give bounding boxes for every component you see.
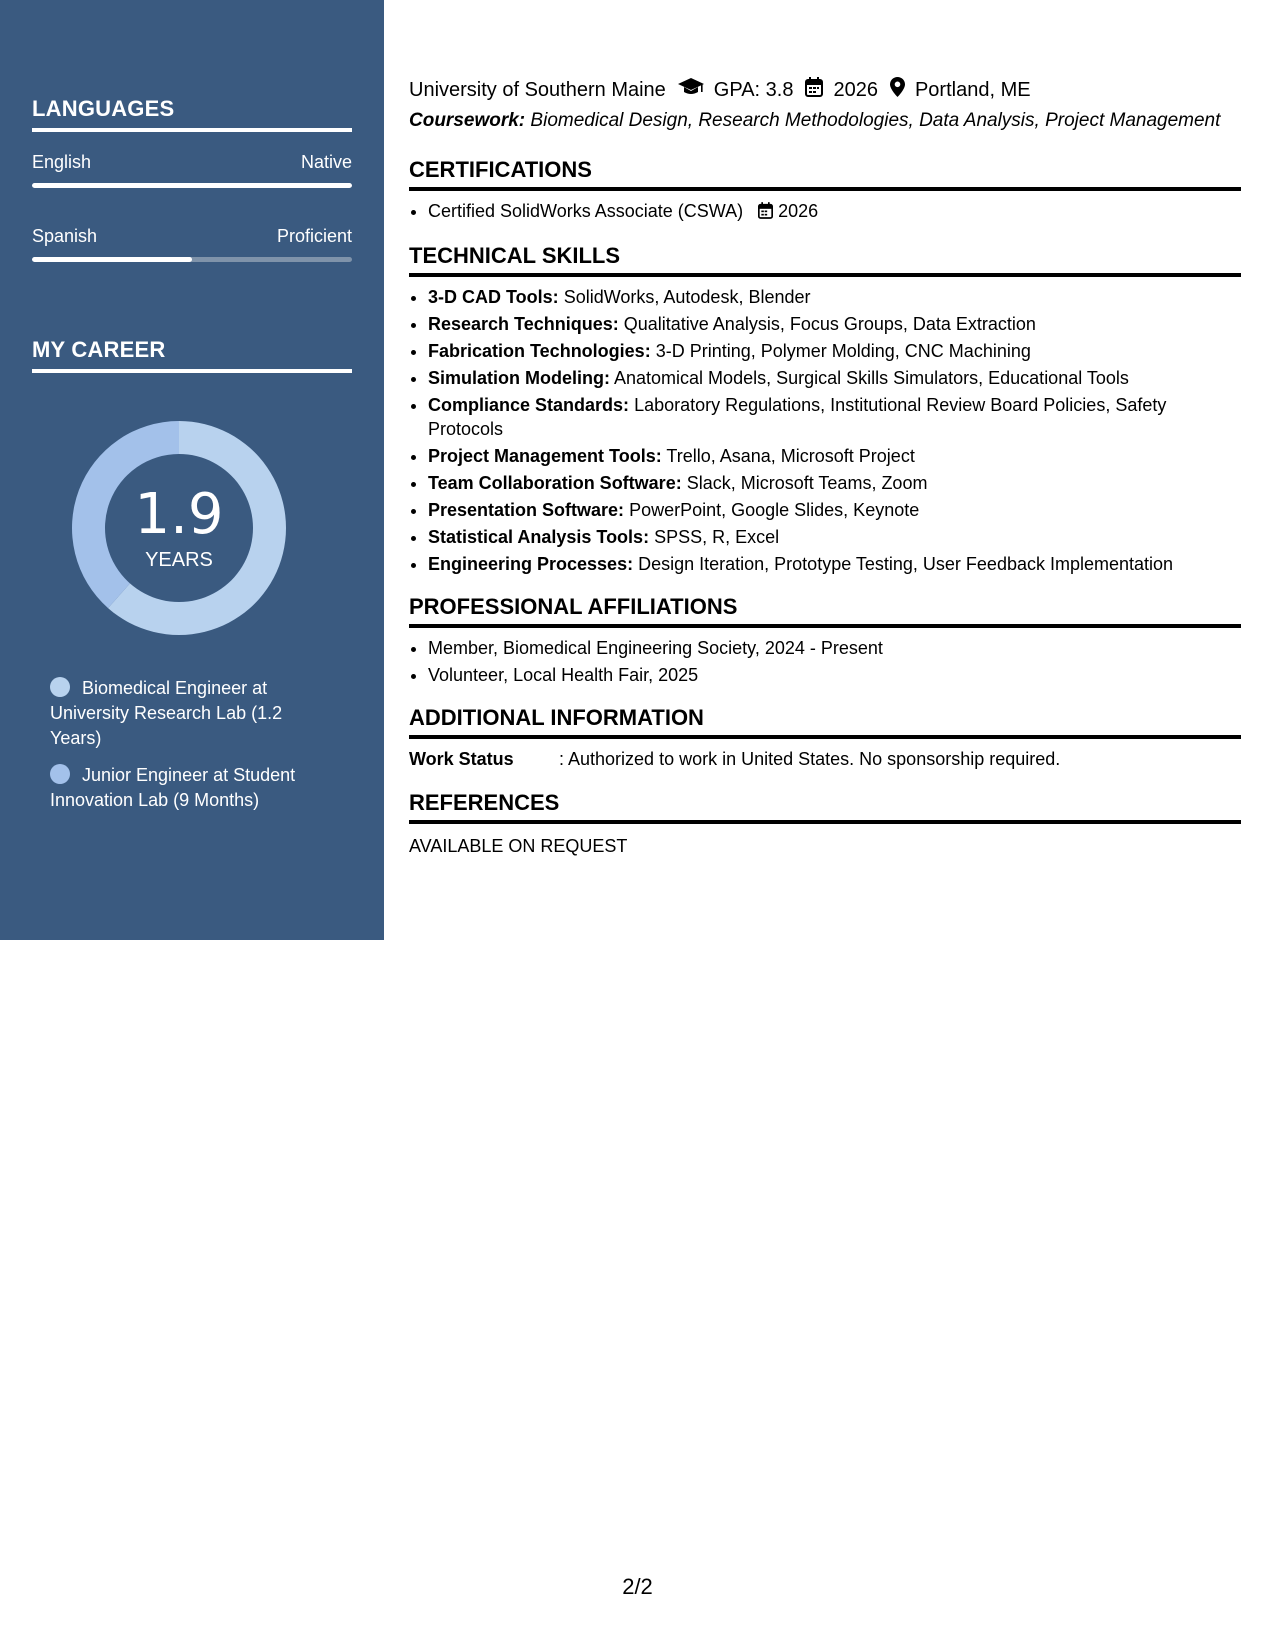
career-item-label: Biomedical Engineer at University Research Lab (1.2 Years) xyxy=(50,678,283,748)
sidebar xyxy=(0,0,384,940)
coursework-text: Biomedical Design, Research Methodologies, Data Analysis, Project Management xyxy=(530,110,1221,131)
career-total-value: 1.9 xyxy=(134,482,224,547)
language-proficiency-bar xyxy=(32,257,352,262)
career-section xyxy=(32,337,352,373)
calendar-icon xyxy=(805,77,823,103)
skill-text: 3-D Printing, Polymer Molding, CNC Machining xyxy=(655,341,1031,361)
skill-item xyxy=(428,444,1241,468)
career-legend-dot xyxy=(50,677,70,697)
skill-label: Project Management Tools: xyxy=(428,446,662,466)
languages-heading: LANGUAGES xyxy=(32,96,352,132)
skill-text: Design Iteration, Prototype Testing, User Feedback Implementation xyxy=(638,554,1174,574)
skill-label: Team Collaboration Software: xyxy=(428,473,682,493)
skill-text: Qualitative Analysis, Focus Groups, Data Extraction xyxy=(623,314,1036,334)
school-location: Portland, ME xyxy=(914,78,1031,101)
skill-text: Anatomical Models, Surgical Skills Simulators, Educational Tools xyxy=(614,368,1129,388)
coursework-label: Coursework: xyxy=(409,110,526,131)
language-level: Native xyxy=(300,152,352,172)
additional-info-heading: ADDITIONAL INFORMATION xyxy=(409,705,1241,739)
affiliations-list xyxy=(409,636,1241,687)
skill-label: Research Techniques: xyxy=(428,314,619,334)
page-number: 2/2 xyxy=(622,1574,653,1599)
language-proficiency-bar xyxy=(32,183,352,188)
skill-label: Engineering Processes: xyxy=(428,554,634,574)
skill-label: Statistical Analysis Tools: xyxy=(428,527,650,547)
certifications-list xyxy=(409,199,1241,223)
education-line xyxy=(409,76,1241,104)
career-donut-chart xyxy=(66,415,292,641)
affiliation-item: • Volunteer, Local Health Fair, 2025 xyxy=(428,663,1241,687)
skill-label: Fabrication Technologies: xyxy=(428,341,651,361)
references-text: AVAILABLE ON REQUEST xyxy=(409,836,628,856)
skill-text: PowerPoint, Google Slides, Keynote xyxy=(629,500,920,520)
graduation-year: 2026 xyxy=(833,78,878,101)
language-proficiency-fill xyxy=(32,257,192,262)
work-status-value: : Authorized to work in United States. No sponsorship required. xyxy=(559,749,1061,769)
skill-text: Slack, Microsoft Teams, Zoom xyxy=(686,473,928,493)
language-english xyxy=(32,152,352,188)
career-item xyxy=(50,676,320,751)
technical-skills-list xyxy=(409,285,1241,576)
work-status-label: Work Status xyxy=(409,749,514,769)
coursework xyxy=(409,108,1241,133)
skill-text: Trello, Asana, Microsoft Project xyxy=(666,446,915,466)
graduation-cap-icon xyxy=(678,78,704,102)
skill-item xyxy=(428,366,1241,390)
references-heading: REFERENCES xyxy=(409,790,1241,824)
language-proficiency-fill xyxy=(32,183,352,188)
career-legend-dot xyxy=(50,764,70,784)
school-name: University of Southern Maine xyxy=(409,78,666,101)
certifications-heading: CERTIFICATIONS xyxy=(409,157,1241,191)
skill-item xyxy=(428,393,1241,441)
language-name: Spanish xyxy=(32,226,98,246)
skill-label: 3-D CAD Tools: xyxy=(428,287,559,307)
skill-text: SPSS, R, Excel xyxy=(654,527,780,547)
skill-text: Laboratory Regulations, Institutional Review Board Policies, Safety Protocols xyxy=(428,395,1167,439)
skill-text: SolidWorks, Autodesk, Blender xyxy=(563,287,811,307)
career-heading: MY CAREER xyxy=(32,337,352,373)
certification-name: Certified SolidWorks Associate (CSWA) xyxy=(428,201,744,221)
skill-item xyxy=(428,498,1241,522)
language-spanish xyxy=(32,226,352,262)
career-item xyxy=(50,763,320,813)
affiliations-heading: PROFESSIONAL AFFILIATIONS xyxy=(409,594,1241,628)
skill-label: Compliance Standards: xyxy=(428,395,630,415)
skill-item xyxy=(428,312,1241,336)
career-list xyxy=(50,676,320,825)
skill-label: Presentation Software: xyxy=(428,500,625,520)
skill-item xyxy=(428,471,1241,495)
skill-item xyxy=(428,525,1241,549)
certification-item xyxy=(428,199,1241,223)
career-item-label: Junior Engineer at Student Innovation Lab (9 Months) xyxy=(50,765,296,810)
language-level: Proficient xyxy=(276,226,352,246)
main-content xyxy=(409,76,1241,857)
skill-label: Simulation Modeling: xyxy=(428,368,610,388)
skill-item xyxy=(428,552,1241,576)
technical-skills-heading: TECHNICAL SKILLS xyxy=(409,243,1241,277)
affiliation-item: • Member, Biomedical Engineering Society, 2024 - Present xyxy=(428,636,1241,660)
certification-year: 2026 xyxy=(778,201,819,221)
skill-item xyxy=(428,285,1241,309)
career-total-unit: YEARS xyxy=(145,549,213,571)
map-pin-icon xyxy=(890,77,905,103)
gpa: GPA: 3.8 xyxy=(713,78,794,101)
work-status-row xyxy=(409,749,1241,770)
language-name: English xyxy=(32,152,92,172)
skill-item xyxy=(428,339,1241,363)
languages-section xyxy=(32,96,352,262)
calendar-icon xyxy=(758,201,778,221)
